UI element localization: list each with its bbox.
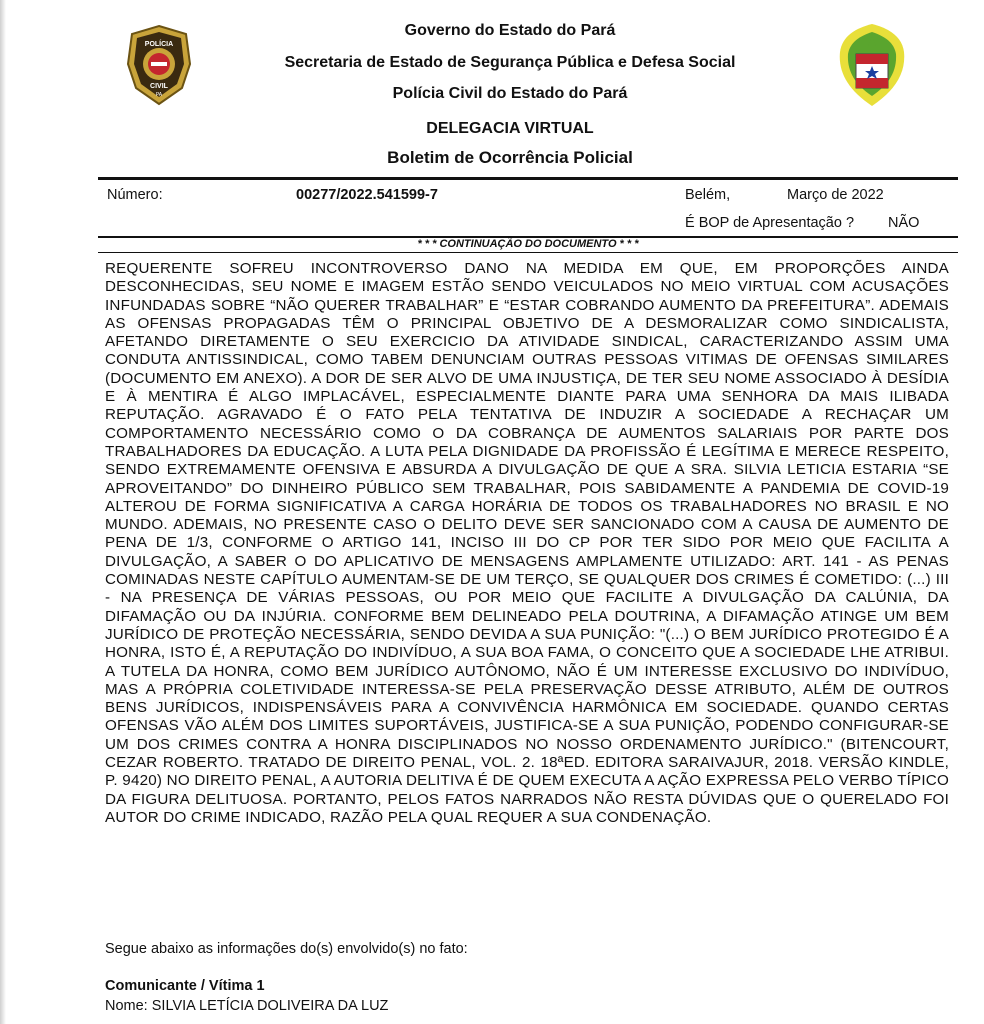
continuation-label: * * * CONTINUAÇÃO DO DOCUMENTO * * * xyxy=(417,238,639,250)
header-secretariat: Secretaria de Estado de Segurança Pública e Defesa Social xyxy=(284,54,736,71)
party-name-value: SILVIA LETÍCIA DOLIVEIRA DA LUZ xyxy=(151,998,389,1014)
badge-bottom-text: CIVIL xyxy=(150,83,168,90)
party-name-row xyxy=(105,998,388,1014)
numero-label: Número: xyxy=(107,187,163,203)
top-divider xyxy=(98,177,958,180)
header-police: Polícia Civil do Estado do Pará xyxy=(392,85,628,102)
header-virtual-office: DELEGACIA VIRTUAL xyxy=(426,120,594,137)
policia-civil-badge-icon xyxy=(124,24,194,106)
party-title: Comunicante / Vítima 1 xyxy=(105,978,265,994)
header-report-title: Boletim de Ocorrência Policial xyxy=(387,148,633,167)
header-government: Governo do Estado do Pará xyxy=(404,22,616,39)
continuation-divider-bottom xyxy=(98,252,958,253)
city: Belém, xyxy=(685,187,731,203)
narrative-text: REQUERENTE SOFREU INCONTROVERSO DANO NA MEDIDA EM QUE, EM PROPORÇÕES AINDA DESCONHECIDAS, SEU NOME E IMAGEM ESTÃO SENDO VEICULADOS NO MEIO VIRTUAL COM ACUSAÇÕES INFUNDADAS SOBRE “NÃO QUERER TRABALHAR” E “ESTAR COBRANDO AUMENTO DA PREFEITURA”. ADEMAIS AS OFENSAS PROPAGADAS TÊM O PRINCIPAL OBJETIVO DE A DESMORALIZAR COMO SINDICALISTA, AFETANDO DIRETAMENTE O SEU EXERCICIO DA ATIVIDADE SINDICAL, CARACTERIZANDO ASSIM UMA CONDUTA ANTISSINDICAL, COMO TABEM DENUNCIAM OUTRAS PESSOAS VITIMAS DE OFENSAS SIMILARES (DOCUMENTO EM ANEXO). A DOR DE SER ALVO DE UMA INJUSTIÇA, DE TER SEU NOME ASSOCIADO À DESÍDIA E À MENTIRA É ALGO IMPLACÁVEL, ESPECIALMENTE DIANTE PARA UMA SENHORA DA MAIS ILIBADA REPUTAÇÃO. AGRAVADO É O FATO PELA TENTATIVA DE INDUZIR A SOCIEDADE A RECHAÇAR UM COMPORTAMENTO NECESSÁRIO COMO O DA COBRANÇA DE AUMENTOS SALARIAIS POR PARTE DOS TRABALHADORES DA EDUCAÇÃO. A LUTA PELA DIGNIDADE DA PROFISSÃO É LEGÍTIMA E MERECE RESPEITO, SENDO EXTREMAMENTE OFENSIVA E ABSURDA A DIVULGAÇÃO DE QUE A SRA. SILVIA LETICIA ESTARIA “SE APROVEITANDO” DO DINHEIRO PÚBLICO SEM TRABALHAR, POIS SABIDAMENTE A PANDEMIA DE COVID-19 ALTEROU DE FORMA SIGNIFICATIVA A CARGA HORÁRIA DE TODOS OS TRABALHADORES NO BRASIL E NO MUNDO. ADEMAIS, NO PRESENTE CASO O DELITO DEVE SER SANCIONADO COM A CAUSA DE AUMENTO DE PENA DE 1/3, CONFORME O ARTIGO 141, INCISO III DO CP POR TER SIDO POR MEIO QUE FACILITA A DIVULGAÇÃO, A SABER O DO APLICATIVO DE MENSAGENS AMPLAMENTE UTILIZADO: ART. 141 - AS PENAS COMINADAS NESTE CAPÍTULO AUMENTAM-SE DE UM TERÇO, SE QUALQUER DOS CRIMES É COMETIDO: (...) III - NA PRESENÇA DE VÁRIAS PESSOAS, OU POR MEIO QUE FACILITE A DIVULGAÇÃO DA CALÚNIA, DA DIFAMAÇÃO OU DA INJÚRIA. CONFORME BEM DELINEADO PELA DOUTRINA, A DIFAMAÇÃO ATINGE UM BEM JURÍDICO DE PROTEÇÃO NECESSÁRIA, SENDO DEVIDA A SUA PUNIÇÃO: "(...) O BEM JURÍDICO PROTEGIDO É A HONRA, ISTO É, A REPUTAÇÃO DO INDIVÍDUO, A SUA BOA FAMA, O CONCEITO QUE A SOCIEDADE LHE ATRIBUI. A TUTELA DA HONRA, COMO BEM JURÍDICO AUTÔNOMO, NÃO É UM INTERESSE EXCLUSIVO DO INDIVÍDUO, MAS A PRÓPRIA COLETIVIDADE INTERESSA-SE PELA PRESERVAÇÃO DESSE ATRIBUTO, ALÉM DE OUTROS BENS JURÍDICOS, INDISPENSÁVEIS PARA A CONVIVÊNCIA HARMÔNICA EM SOCIEDADE. QUANDO CERTAS OFENSAS VÃO ALÉM DOS LIMITES SUPORTÁVEIS, JUSTIFICA-SE A SUA PUNIÇÃO, PODENDO CONFIGURAR-SE UM DOS CRIMES CONTRA A HONRA DISCIPLINADOS NO NOSSO ORDENAMENTO JURÍDICO." (BITENCOURT, CEZAR ROBERTO. TRATADO DE DIREITO PENAL, VOL. 2. 18ªED. EDITORA SARAIVAJUR, 2018. VERSÃO KINDLE, P. 9420) NO DIREITO PENAL, A AUTORIA DELITIVA É DE QUEM EXECUTA A AÇÃO EXPRESSA PELO VERBO TÍPICO DA FIGURA DELITUOSA. PORTANTO, PELOS FATOS NARRADOS NÃO RESTA DÚVIDAS QUE O QUERELADO FOI AUTOR DO CRIME INDICADO, RAZÃO PELA QUAL REQUER A SUA CONDENAÇÃO. xyxy=(105,260,949,826)
bop-label: É BOP de Apresentação ? xyxy=(685,215,855,231)
badge-top-text: POLÍCIA xyxy=(144,41,174,48)
bop-value: NÃO xyxy=(888,215,920,231)
para-state-crest-icon xyxy=(836,22,908,108)
involved-intro: Segue abaixo as informações do(s) envolvido(s) no fato: xyxy=(105,941,468,957)
scan-edge-shadow xyxy=(0,0,6,1024)
party-name-label: Nome: xyxy=(105,998,148,1014)
date: Março de 2022 xyxy=(787,187,884,203)
numero-value: 00277/2022.541599-7 xyxy=(296,187,438,203)
badge-small-text: PA xyxy=(155,92,163,98)
